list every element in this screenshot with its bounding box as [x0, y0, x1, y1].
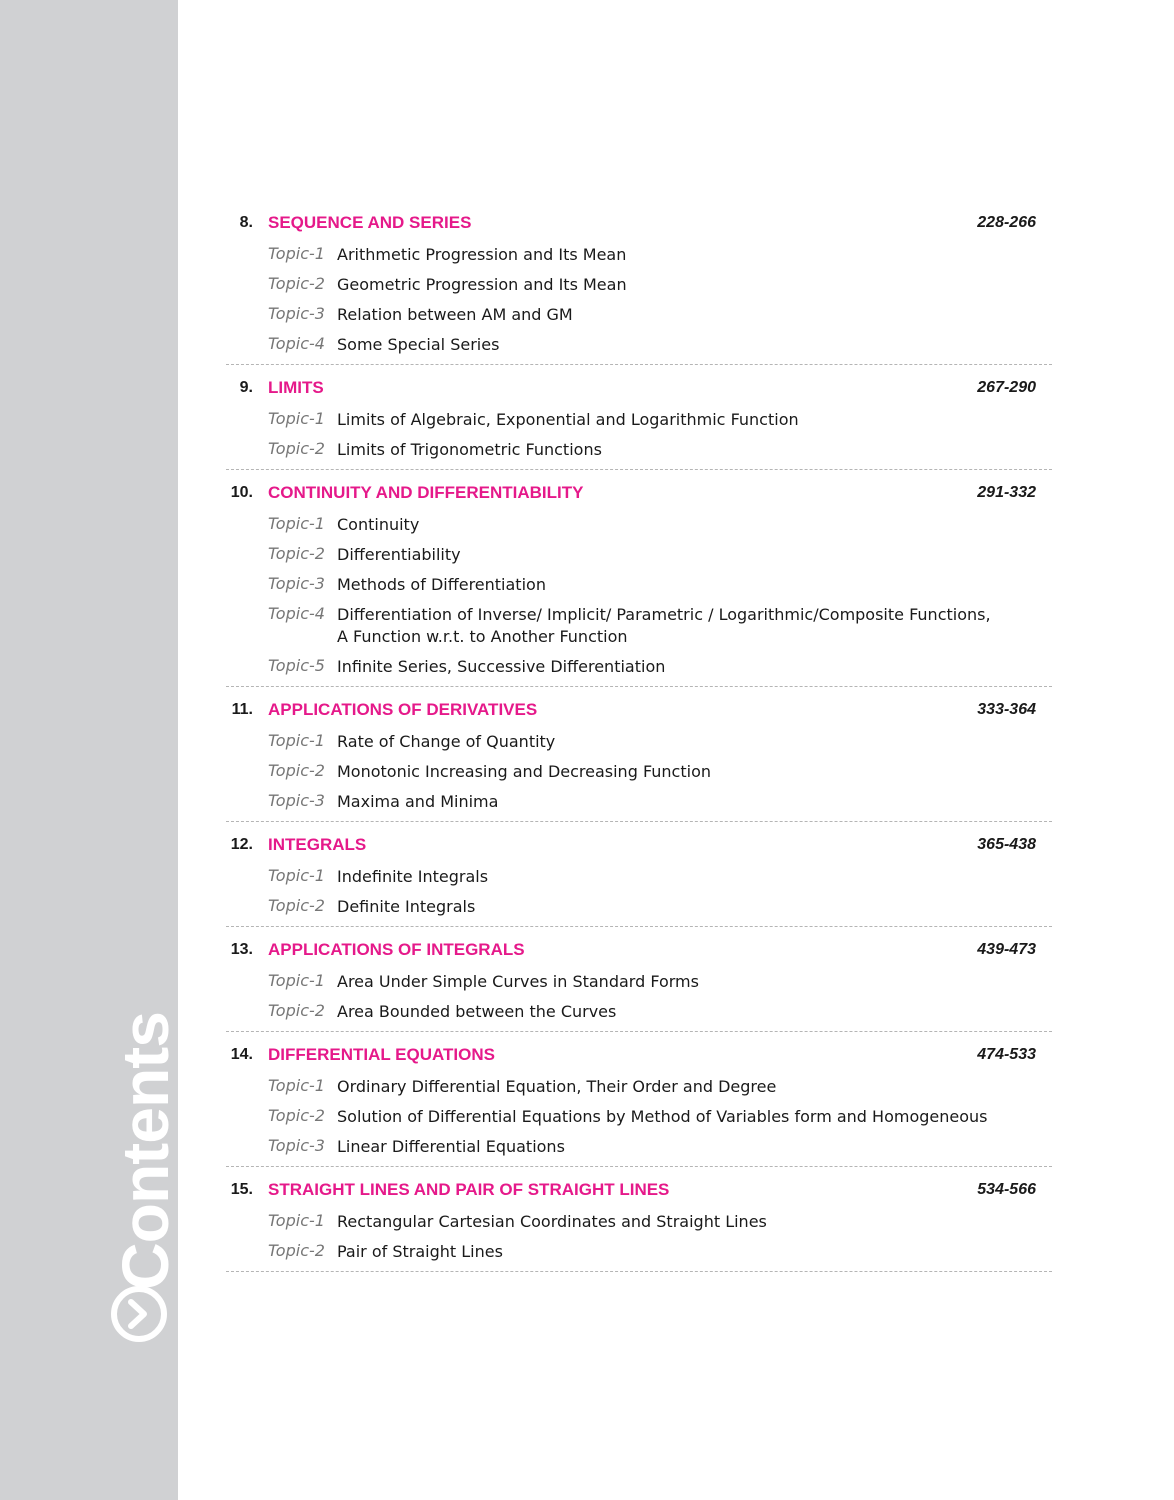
- topic-label: Topic-2: [268, 1001, 325, 1020]
- topic-label: Topic-2: [268, 1106, 325, 1125]
- topic-text: [337, 1207, 1052, 1237]
- chapter-number: 9.: [239, 379, 253, 396]
- topic-text: [337, 862, 1052, 892]
- topic-text: [337, 787, 1052, 817]
- topic-item[interactable]: [226, 1237, 1052, 1267]
- topic-label: Topic-3: [268, 304, 325, 323]
- chapter-number: 15.: [230, 1181, 253, 1198]
- topic-label: Topic-3: [268, 791, 325, 810]
- topic-item[interactable]: [226, 300, 1052, 330]
- chapter-section: [226, 1042, 1052, 1167]
- chapter-heading[interactable]: [226, 480, 1052, 510]
- chapter-section: [226, 697, 1052, 822]
- topic-label: Topic-5: [268, 656, 325, 675]
- topic-label: Topic-2: [268, 439, 325, 458]
- topic-line: Some Special Series: [337, 335, 500, 354]
- topic-line: Differentiation of Inverse/ Implicit/ Parametric / Logarithmic/Composite Functions,: [337, 605, 991, 624]
- topic-label: Topic-2: [268, 274, 325, 293]
- topic-text: [337, 330, 1052, 360]
- chapter-title[interactable]: STRAIGHT LINES AND PAIR OF STRAIGHT LINES: [268, 1180, 670, 1199]
- topic-line: Differentiability: [337, 545, 461, 564]
- topic-item[interactable]: [226, 997, 1052, 1027]
- topic-item[interactable]: [226, 405, 1052, 435]
- chapter-number: 8.: [239, 214, 253, 231]
- chapter-heading[interactable]: [226, 1177, 1052, 1207]
- topic-label: Topic-4: [268, 334, 325, 353]
- topic-line: Ordinary Differential Equation, Their Order and Degree: [337, 1077, 777, 1096]
- chapter-title[interactable]: CONTINUITY AND DIFFERENTIABILITY: [268, 483, 584, 502]
- topic-text: [337, 727, 1052, 757]
- topic-text: [337, 892, 1052, 922]
- chapter-section: [226, 1177, 1052, 1272]
- topic-text: [337, 510, 1052, 540]
- topic-line: Relation between AM and GM: [337, 305, 573, 324]
- topic-text: [337, 1102, 1052, 1132]
- topic-line-continued: A Function w.r.t. to Another Function: [337, 627, 628, 646]
- topic-item[interactable]: [226, 787, 1052, 817]
- topic-line: Pair of Straight Lines: [337, 1242, 503, 1261]
- topic-text: [337, 270, 1052, 300]
- table-of-contents: [226, 210, 1052, 1282]
- topic-item[interactable]: [226, 330, 1052, 360]
- topic-line: Arithmetic Progression and Its Mean: [337, 245, 627, 264]
- topic-text: [337, 405, 1052, 435]
- page-range: 333-364: [977, 701, 1036, 718]
- topic-text: [337, 757, 1052, 787]
- chapter-number: 13.: [230, 941, 253, 958]
- chapter-heading[interactable]: [226, 937, 1052, 967]
- topic-item[interactable]: [226, 967, 1052, 997]
- topic-line: Monotonic Increasing and Decreasing Function: [337, 762, 711, 781]
- page-range: 439-473: [977, 941, 1036, 958]
- chapter-section: [226, 480, 1052, 687]
- chapter-title[interactable]: APPLICATIONS OF DERIVATIVES: [268, 700, 538, 719]
- page-range: 228-266: [977, 214, 1036, 231]
- topic-text: [337, 300, 1052, 330]
- topic-line: Rectangular Cartesian Coordinates and Straight Lines: [337, 1212, 767, 1231]
- page-range: 267-290: [977, 379, 1036, 396]
- chapter-heading[interactable]: [226, 210, 1052, 240]
- topic-text: [337, 240, 1052, 270]
- chapter-title[interactable]: INTEGRALS: [268, 835, 367, 854]
- page-range: 291-332: [977, 484, 1036, 501]
- topic-line: Solution of Differential Equations by Method of Variables form and Homogeneous: [337, 1107, 988, 1126]
- topic-text: [337, 435, 1052, 465]
- topic-item[interactable]: [226, 240, 1052, 270]
- topic-label: Topic-3: [268, 574, 325, 593]
- topic-line: Continuity: [337, 515, 420, 534]
- topic-item[interactable]: [226, 1207, 1052, 1237]
- chapter-heading[interactable]: [226, 697, 1052, 727]
- topic-text: [337, 1237, 1052, 1267]
- topic-text: [337, 997, 1052, 1027]
- chapter-title[interactable]: DIFFERENTIAL EQUATIONS: [268, 1045, 495, 1064]
- chapter-heading[interactable]: [226, 375, 1052, 405]
- chapter-number: 14.: [230, 1046, 253, 1063]
- topic-text: [337, 570, 1052, 600]
- topic-item[interactable]: [226, 435, 1052, 465]
- topic-label: Topic-1: [268, 1211, 325, 1230]
- topic-text: [337, 1132, 1052, 1162]
- page-range: 365-438: [977, 836, 1036, 853]
- chapter-title[interactable]: APPLICATIONS OF INTEGRALS: [268, 940, 525, 959]
- chapter-title[interactable]: LIMITS: [268, 378, 324, 397]
- chapter-number: 11.: [231, 701, 253, 718]
- topic-item[interactable]: [226, 862, 1052, 892]
- topic-label: Topic-2: [268, 896, 325, 915]
- sidebar-title: Contents: [108, 1012, 182, 1290]
- chapter-section: [226, 375, 1052, 470]
- topic-label: Topic-1: [268, 514, 325, 533]
- topic-label: Topic-1: [268, 731, 325, 750]
- topic-label: Topic-1: [268, 971, 325, 990]
- topic-label: Topic-2: [268, 1241, 325, 1260]
- topic-label: Topic-3: [268, 1136, 325, 1155]
- chapter-number: 12.: [230, 836, 253, 853]
- chapter-section: [226, 832, 1052, 927]
- topic-label: Topic-4: [268, 604, 325, 623]
- topic-item[interactable]: [226, 270, 1052, 300]
- page-range: 534-566: [977, 1181, 1036, 1198]
- topic-item[interactable]: [226, 1072, 1052, 1102]
- topic-label: Topic-1: [268, 409, 325, 428]
- topic-label: Topic-2: [268, 544, 325, 563]
- chapter-section: [226, 937, 1052, 1032]
- topic-item[interactable]: [226, 1102, 1052, 1132]
- topic-line: Methods of Differentiation: [337, 575, 546, 594]
- topic-label: Topic-2: [268, 761, 325, 780]
- topic-text: [337, 1072, 1052, 1102]
- topic-line: Limits of Trigonometric Functions: [337, 440, 602, 459]
- topic-line: Geometric Progression and Its Mean: [337, 275, 627, 294]
- topic-label: Topic-1: [268, 1076, 325, 1095]
- topic-label: Topic-1: [268, 866, 325, 885]
- topic-line: Linear Differential Equations: [337, 1137, 565, 1156]
- topic-item[interactable]: [226, 600, 1052, 652]
- topic-item[interactable]: [226, 727, 1052, 757]
- topic-item[interactable]: [226, 652, 1052, 682]
- topic-line: Indefinite Integrals: [337, 867, 489, 886]
- topic-item[interactable]: [226, 892, 1052, 922]
- chapter-heading[interactable]: [226, 832, 1052, 862]
- topic-label: Topic-1: [268, 244, 325, 263]
- chapter-heading[interactable]: [226, 1042, 1052, 1072]
- chapter-number: 10.: [230, 484, 253, 501]
- topic-line: Infinite Series, Successive Differentiation: [337, 657, 666, 676]
- topic-line: Limits of Algebraic, Exponential and Logarithmic Function: [337, 410, 799, 429]
- topic-text: [337, 540, 1052, 570]
- chevron-circle-icon: [110, 1285, 168, 1343]
- page-range: 474-533: [977, 1046, 1036, 1063]
- topic-item[interactable]: [226, 510, 1052, 540]
- topic-line: Maxima and Minima: [337, 792, 499, 811]
- topic-item[interactable]: [226, 1132, 1052, 1162]
- topic-item[interactable]: [226, 570, 1052, 600]
- topic-line: Area Under Simple Curves in Standard Forms: [337, 972, 699, 991]
- topic-item[interactable]: [226, 540, 1052, 570]
- chapter-title[interactable]: SEQUENCE AND SERIES: [268, 213, 472, 232]
- chapter-section: [226, 210, 1052, 365]
- topic-line: Rate of Change of Quantity: [337, 732, 556, 751]
- topic-text: [337, 600, 1052, 652]
- topic-line: Definite Integrals: [337, 897, 476, 916]
- topic-line: Area Bounded between the Curves: [337, 1002, 617, 1021]
- topic-text: [337, 967, 1052, 997]
- topic-item[interactable]: [226, 757, 1052, 787]
- topic-text: [337, 652, 1052, 682]
